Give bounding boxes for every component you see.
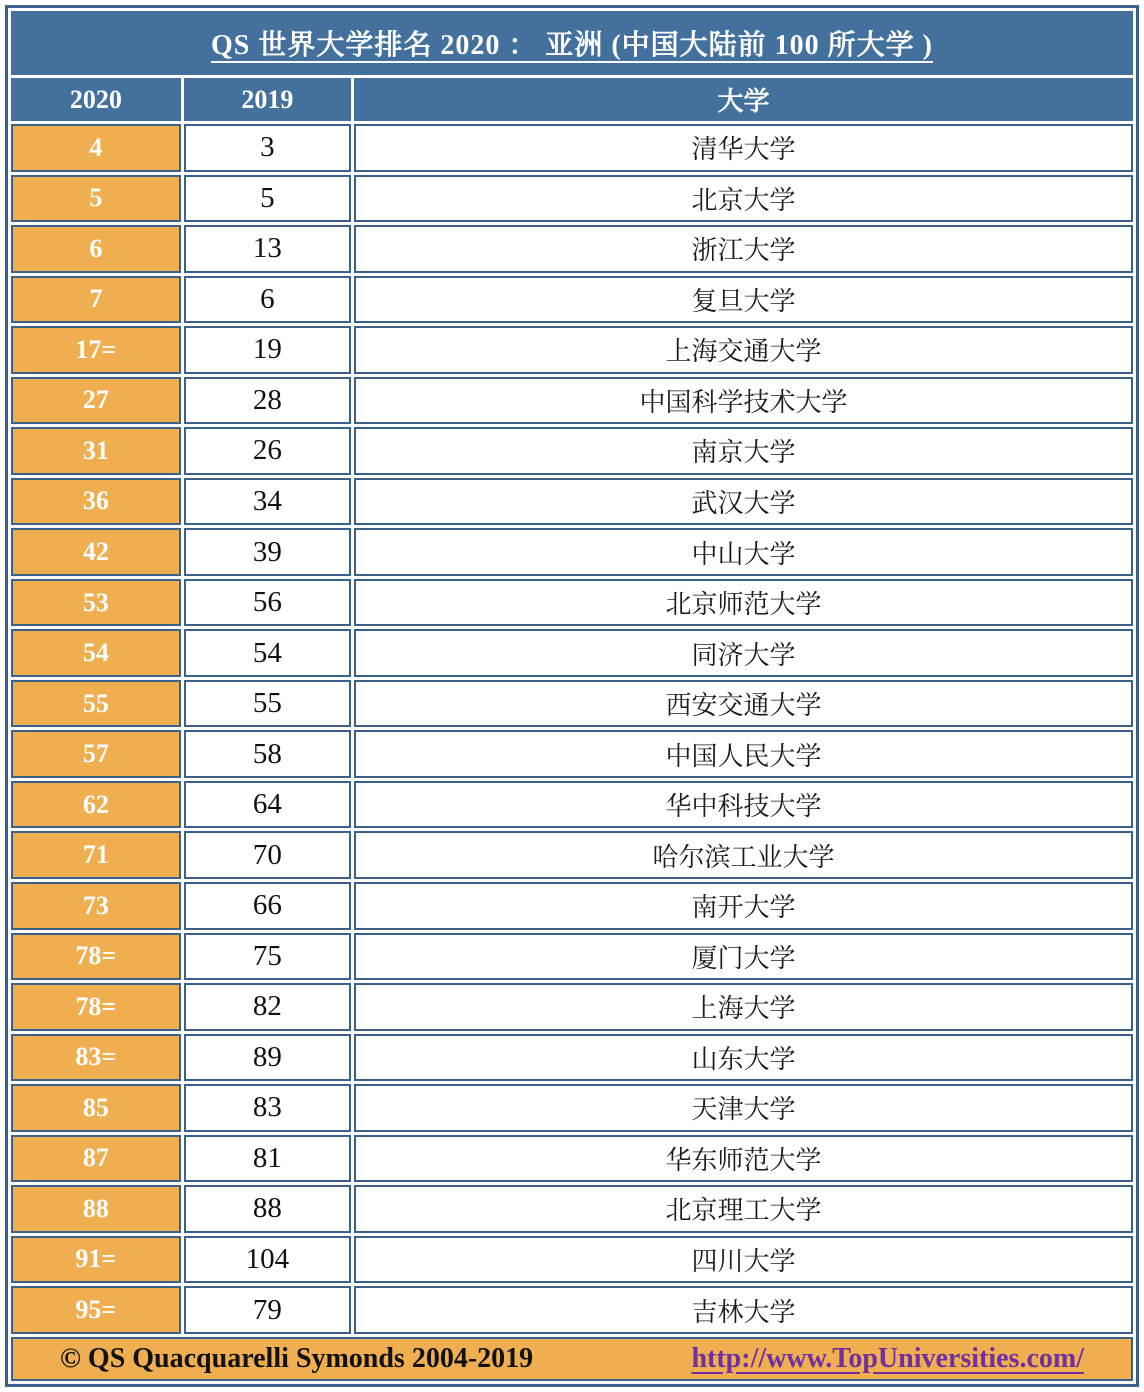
rank-2020-cell: 4 <box>11 124 181 172</box>
rank-2019-cell: 75 <box>184 933 351 981</box>
rank-2020-cell: 5 <box>11 175 181 223</box>
university-cell: 南开大学 <box>354 882 1133 930</box>
topuniversities-link[interactable]: http://www.TopUniversities.com/ <box>691 1343 1084 1374</box>
rank-2020-cell: 27 <box>11 377 181 425</box>
university-cell: 天津大学 <box>354 1084 1133 1132</box>
university-cell: 武汉大学 <box>354 478 1133 526</box>
university-cell: 清华大学 <box>354 124 1133 172</box>
rank-2020-cell: 83= <box>11 1034 181 1082</box>
table-row <box>11 983 1133 1031</box>
university-cell: 西安交通大学 <box>354 680 1133 728</box>
university-cell: 厦门大学 <box>354 933 1133 981</box>
rank-2019-cell: 104 <box>184 1236 351 1284</box>
rank-2020-cell: 6 <box>11 225 181 273</box>
university-cell: 中国人民大学 <box>354 730 1133 778</box>
rank-2020-cell: 31 <box>11 427 181 475</box>
rank-2019-cell: 88 <box>184 1185 351 1233</box>
rank-2020-cell: 78= <box>11 933 181 981</box>
table-row <box>11 377 1133 425</box>
university-cell: 上海交通大学 <box>354 326 1133 374</box>
rank-2019-cell: 55 <box>184 680 351 728</box>
table-row <box>11 629 1133 677</box>
rank-2020-cell: 71 <box>11 831 181 879</box>
rank-2019-cell: 34 <box>184 478 351 526</box>
copyright-text: © QS Quacquarelli Symonds 2004-2019 <box>60 1343 534 1374</box>
rank-2019-cell: 13 <box>184 225 351 273</box>
rank-2019-cell: 56 <box>184 579 351 627</box>
ranking-table <box>5 5 1139 1387</box>
table-row <box>11 1034 1133 1082</box>
column-header-2019: 2019 <box>184 78 351 121</box>
rank-2020-cell: 55 <box>11 680 181 728</box>
university-cell: 北京师范大学 <box>354 579 1133 627</box>
rank-2019-cell: 83 <box>184 1084 351 1132</box>
university-cell: 吉林大学 <box>354 1286 1133 1334</box>
university-cell: 四川大学 <box>354 1236 1133 1284</box>
rank-2019-cell: 79 <box>184 1286 351 1334</box>
university-cell: 中山大学 <box>354 528 1133 576</box>
table-title-cell <box>11 11 1133 75</box>
university-cell: 浙江大学 <box>354 225 1133 273</box>
rank-2020-cell: 36 <box>11 478 181 526</box>
rank-2020-cell: 7 <box>11 276 181 324</box>
table-row <box>11 831 1133 879</box>
rank-2019-cell: 82 <box>184 983 351 1031</box>
table-row <box>11 680 1133 728</box>
rank-2020-cell: 88 <box>11 1185 181 1233</box>
table-row <box>11 225 1133 273</box>
header-row <box>11 78 1133 121</box>
column-header-2020: 2020 <box>11 78 181 121</box>
table-row <box>11 882 1133 930</box>
table-row <box>11 781 1133 829</box>
rank-2019-cell: 58 <box>184 730 351 778</box>
table-row <box>11 175 1133 223</box>
rank-2019-cell: 5 <box>184 175 351 223</box>
university-cell: 山东大学 <box>354 1034 1133 1082</box>
university-cell: 复旦大学 <box>354 276 1133 324</box>
table-row <box>11 528 1133 576</box>
ranking-rows <box>11 124 1133 1334</box>
university-cell: 同济大学 <box>354 629 1133 677</box>
university-cell: 上海大学 <box>354 983 1133 1031</box>
rank-2019-cell: 28 <box>184 377 351 425</box>
rank-2019-cell: 26 <box>184 427 351 475</box>
rank-2020-cell: 54 <box>11 629 181 677</box>
table-row <box>11 427 1133 475</box>
rank-2020-cell: 42 <box>11 528 181 576</box>
table-row <box>11 1135 1133 1183</box>
rank-2019-cell: 70 <box>184 831 351 879</box>
table-row <box>11 1286 1133 1334</box>
footer-cell <box>11 1337 1133 1381</box>
table-row <box>11 1236 1133 1284</box>
table-row <box>11 276 1133 324</box>
title-row <box>11 11 1133 75</box>
table-row <box>11 579 1133 627</box>
university-cell: 中国科学技术大学 <box>354 377 1133 425</box>
rank-2020-cell: 17= <box>11 326 181 374</box>
rank-2020-cell: 62 <box>11 781 181 829</box>
university-cell: 北京理工大学 <box>354 1185 1133 1233</box>
footer-bar <box>14 1343 1130 1375</box>
rank-2019-cell: 81 <box>184 1135 351 1183</box>
footer-row <box>11 1337 1133 1381</box>
rank-2020-cell: 95= <box>11 1286 181 1334</box>
rank-2019-cell: 54 <box>184 629 351 677</box>
table-row <box>11 1084 1133 1132</box>
table-row <box>11 730 1133 778</box>
university-cell: 华东师范大学 <box>354 1135 1133 1183</box>
table-row <box>11 478 1133 526</box>
university-cell: 北京大学 <box>354 175 1133 223</box>
rank-2019-cell: 6 <box>184 276 351 324</box>
rank-2020-cell: 85 <box>11 1084 181 1132</box>
rank-2020-cell: 73 <box>11 882 181 930</box>
rank-2019-cell: 19 <box>184 326 351 374</box>
rank-2020-cell: 57 <box>11 730 181 778</box>
rank-2020-cell: 91= <box>11 1236 181 1284</box>
rank-2019-cell: 3 <box>184 124 351 172</box>
table-row <box>11 124 1133 172</box>
rank-2019-cell: 64 <box>184 781 351 829</box>
rank-2020-cell: 87 <box>11 1135 181 1183</box>
university-cell: 华中科技大学 <box>354 781 1133 829</box>
rank-2020-cell: 53 <box>11 579 181 627</box>
rank-2019-cell: 89 <box>184 1034 351 1082</box>
rank-2020-cell: 78= <box>11 983 181 1031</box>
table-row <box>11 326 1133 374</box>
table-row <box>11 933 1133 981</box>
university-cell: 南京大学 <box>354 427 1133 475</box>
table-row <box>11 1185 1133 1233</box>
rank-2019-cell: 66 <box>184 882 351 930</box>
column-header-university: 大学 <box>354 78 1133 121</box>
rank-2019-cell: 39 <box>184 528 351 576</box>
university-cell: 哈尔滨工业大学 <box>354 831 1133 879</box>
page-title: QS 世界大学排名 2020 ： 亚洲 (中国大陆前 100 所大学 ) <box>210 30 933 61</box>
